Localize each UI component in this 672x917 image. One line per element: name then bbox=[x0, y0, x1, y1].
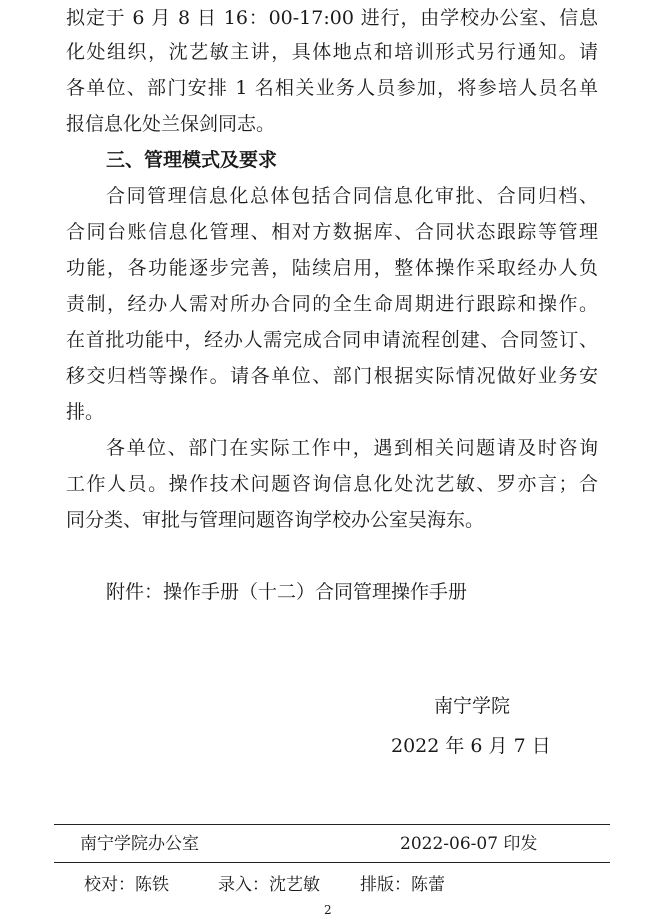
para3-line-2: 工作人员。操作技术问题咨询信息化处沈艺敏、罗亦言；合 bbox=[66, 473, 598, 495]
para1-line-4: 报信息化处兰保剑同志。 bbox=[66, 113, 276, 135]
para1-line-2: 化处组织，沈艺敏主讲，具体地点和培训形式另行通知。请 bbox=[66, 41, 598, 63]
para2-line-3: 功能，各功能逐步完善，陆续启用，整体操作采取经办人负 bbox=[66, 257, 598, 279]
para2-line-6: 移交归档等操作。请各单位、部门根据实际情况做好业务安 bbox=[66, 365, 598, 387]
footer-middle-rule bbox=[54, 862, 610, 863]
section-heading-management: 三、管理模式及要求 bbox=[106, 149, 278, 171]
para2-line-7: 排。 bbox=[66, 401, 105, 423]
para3-line-3: 同分类、审批与管理问题咨询学校办公室吴海东。 bbox=[66, 509, 485, 531]
attachment-line: 附件：操作手册（十二）合同管理操作手册 bbox=[106, 581, 468, 603]
para2-line-2: 合同台账信息化管理、相对方数据库、合同状态跟踪等管理 bbox=[66, 221, 598, 243]
para2-line-1: 合同管理信息化总体包括合同信息化审批、合同归档、 bbox=[106, 185, 598, 207]
para3-line-1: 各单位、部门在实际工作中，遇到相关问题请及时咨询 bbox=[106, 437, 598, 459]
para2-line-5: 在首批功能中，经办人需完成合同申请流程创建、合同签订、 bbox=[66, 329, 598, 351]
footer-typesetter: 排版：陈蕾 bbox=[360, 875, 445, 895]
para1-line-1: 拟定于 6 月 8 日 16：00-17:00 进行，由学校办公室、信息 bbox=[66, 7, 598, 29]
footer-proofreader: 校对：陈铁 bbox=[84, 875, 169, 895]
footer-issuer: 南宁学院办公室 bbox=[80, 834, 199, 854]
signature-date: 2022 年 6 月 7 日 bbox=[391, 735, 551, 757]
para1-line-3: 各单位、部门安排 1 名相关业务人员参加，将参培人员名单 bbox=[66, 77, 598, 99]
footer-top-rule bbox=[54, 824, 610, 825]
footer-entry: 录入：沈艺敏 bbox=[218, 875, 320, 895]
para2-line-4: 责制，经办人需对所办合同的全生命周期进行跟踪和操作。 bbox=[66, 293, 598, 315]
page-number: 2 bbox=[324, 903, 332, 917]
signature-org: 南宁学院 bbox=[434, 695, 511, 717]
footer-issue-date: 2022-06-07 印发 bbox=[400, 834, 538, 854]
